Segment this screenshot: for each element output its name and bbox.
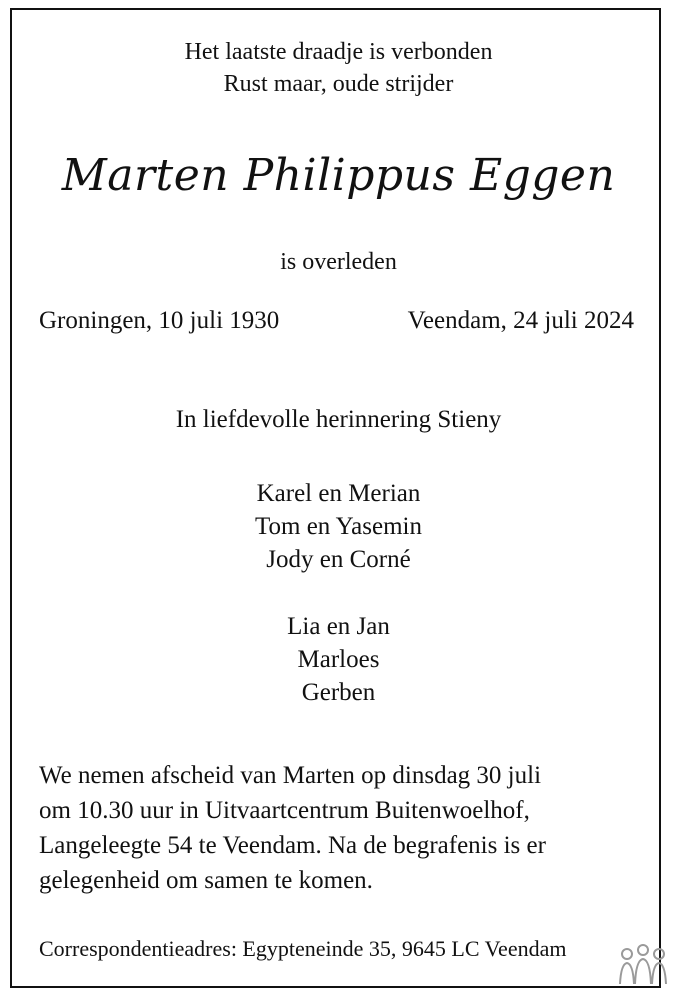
farewell-line: om 10.30 uur in Uitvaartcentrum Buitenwoelhof,: [39, 797, 530, 824]
farewell-line: gelegenheid om samen te komen.: [39, 867, 373, 894]
verse-line-1: Het laatste draadje is verbonden: [184, 39, 493, 65]
deceased-name: Marten Philippus Eggen: [61, 150, 616, 201]
farewell-line: We nemen afscheid van Marten op dinsdag 30 juli: [39, 762, 542, 789]
people-group-icon: [618, 944, 668, 988]
family-member: Jody en Corné: [266, 546, 411, 573]
status-text: is overleden: [280, 249, 397, 275]
farewell-line: Langeleegte 54 te Veendam. Na de begrafenis is er: [39, 832, 546, 859]
correspondence-address: Correspondentieadres: Egypteneinde 35, 9645 LC Veendam: [39, 936, 567, 961]
family-member: Marloes: [297, 646, 380, 673]
family-group-1: [0, 477, 677, 576]
family-member: Tom en Yasemin: [254, 513, 422, 540]
family-group-2: [0, 610, 677, 709]
family-member: Lia en Jan: [287, 613, 390, 640]
memory-line: In liefdevolle herinnering Stieny: [175, 406, 502, 433]
verse: [0, 36, 677, 100]
farewell-text: [39, 758, 639, 898]
family-member: Karel en Merian: [256, 480, 421, 507]
family-member: Gerben: [301, 679, 376, 706]
death-place-date: Veendam, 24 juli 2024: [407, 307, 634, 334]
birth-place-date: Groningen, 10 juli 1930: [39, 307, 280, 334]
verse-line-2: Rust maar, oude strijder: [223, 71, 454, 97]
